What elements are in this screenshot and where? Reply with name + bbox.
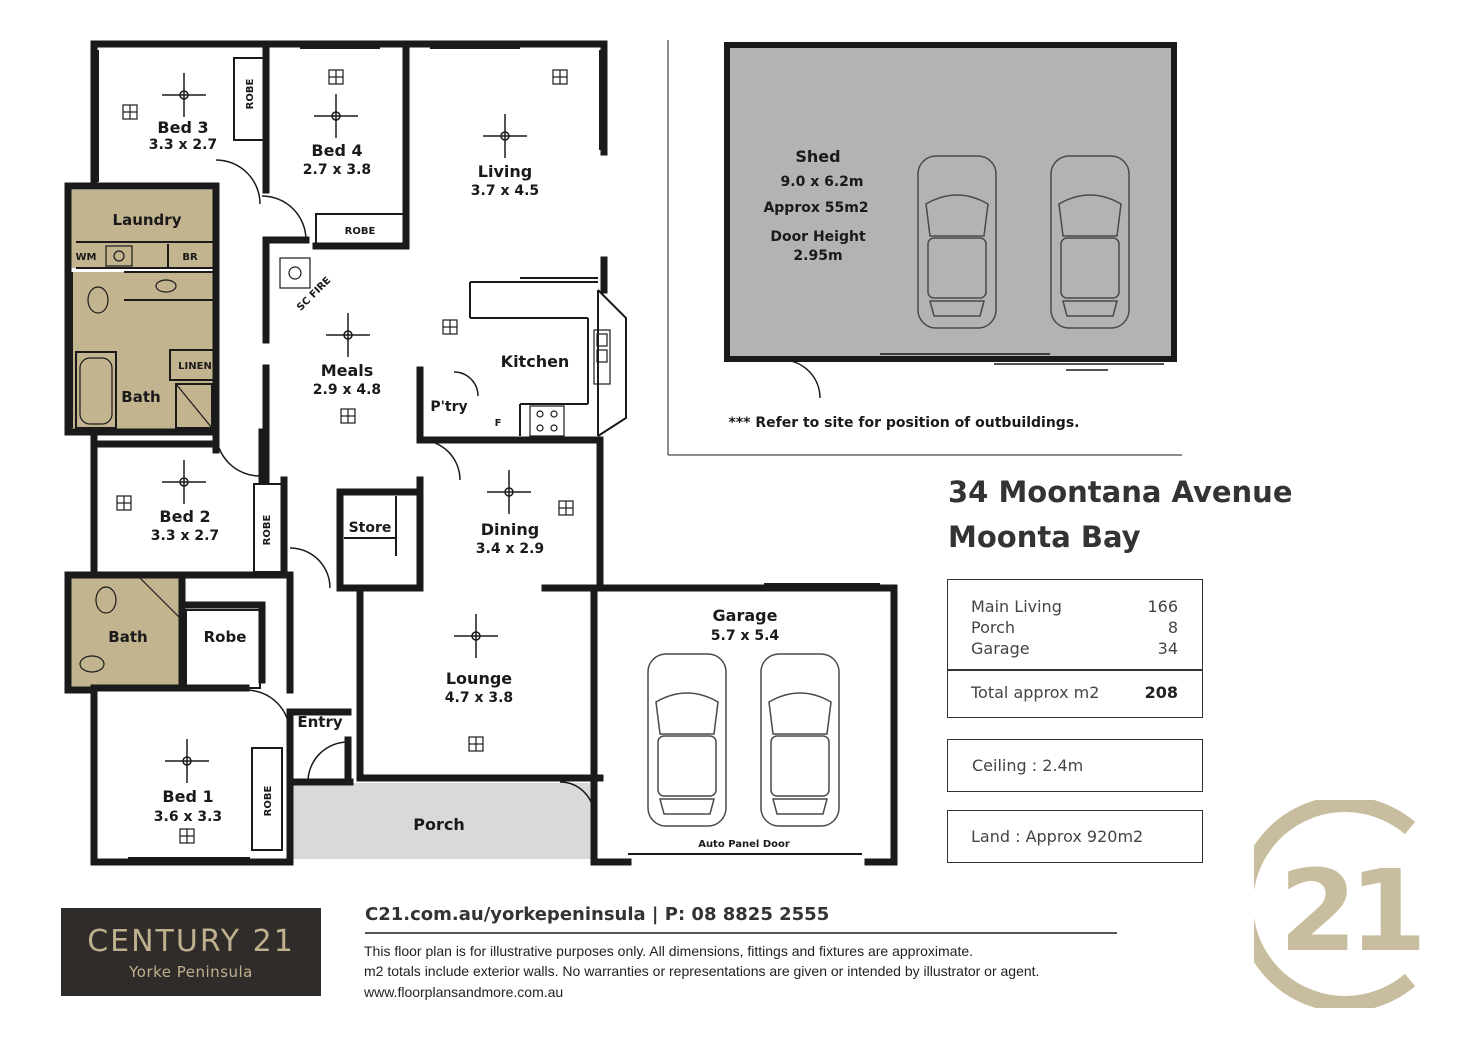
area-label-garage: Garage — [971, 639, 1030, 658]
land-box — [947, 810, 1203, 863]
room-dim-lounge: 4.7 x 3.8 — [444, 690, 514, 706]
room-dim-bed3: 3.3 x 2.7 — [148, 137, 218, 153]
room-dim-bed1: 3.6 x 3.3 — [153, 809, 223, 825]
disclaimer-line2: m2 totals include exterior walls. No warranties or representations are given or intended by illustrator or agent. — [364, 963, 1040, 979]
sc-fire-label: SC FIRE — [295, 275, 334, 314]
room-name-bed4: Bed 4 — [311, 141, 363, 160]
room-name-bed3: Bed 3 — [157, 118, 209, 137]
area-value-porch: 8 — [1167, 618, 1178, 637]
room-name-lounge: Lounge — [445, 669, 513, 688]
room-name-meals: Meals — [320, 361, 374, 380]
room-name-porch: Porch — [413, 815, 465, 834]
area-total-value: 208 — [1144, 683, 1178, 702]
room-dim-dining: 3.4 x 2.9 — [475, 541, 545, 557]
shed-dim: 9.0 x 6.2m — [780, 174, 864, 190]
room-name-living: Living — [477, 162, 533, 181]
room-name-robe: Robe — [203, 628, 247, 646]
area-value-garage: 34 — [1157, 639, 1178, 658]
room-name-kitchen: Kitchen — [500, 352, 570, 371]
brand-office: Yorke Peninsula — [129, 963, 253, 981]
land-text: Land : Approx 920m2 — [971, 827, 1144, 846]
footer-rule — [365, 932, 1117, 934]
room-name-entry: Entry — [297, 713, 343, 731]
room-dim-living: 3.7 x 4.5 — [470, 183, 540, 199]
room-name-dining: Dining — [480, 520, 540, 539]
robe-label-bed2: ROBE — [262, 514, 273, 546]
room-name-bath-ensuite: Bath — [108, 628, 148, 646]
shed-door-label: Door Height — [770, 229, 866, 245]
fridge-label: F — [494, 418, 502, 429]
room-name-linen: LINEN — [178, 361, 212, 372]
room-name-store: Store — [348, 520, 392, 536]
ceiling-text: Ceiling : 2.4m — [972, 756, 1084, 775]
area-summary-box — [947, 579, 1203, 718]
outbuildings-note: *** Refer to site for position of outbuildings. — [728, 415, 1080, 431]
address-line1: 34 Moontana Avenue — [948, 475, 1293, 509]
area-total-label: Total approx m2 — [971, 683, 1100, 702]
room-name-bath-main: Bath — [121, 388, 161, 406]
room-name-laundry: Laundry — [112, 211, 182, 229]
room-name-pantry: P'try — [430, 399, 468, 415]
robe-label-bed3: ROBE — [245, 78, 256, 110]
contact-line: C21.com.au/yorkepeninsula | P: 08 8825 2555 — [365, 904, 830, 925]
room-name-bed2: Bed 2 — [159, 507, 211, 526]
room-dim-meals: 2.9 x 4.8 — [312, 382, 382, 398]
room-name-bed1: Bed 1 — [162, 787, 214, 806]
area-value-main-living: 166 — [1147, 597, 1178, 616]
disclaimer-line1: This floor plan is for illustrative purposes only. All dimensions, fittings and fixtures are approximate. — [364, 943, 974, 959]
room-name-garage: Garage — [712, 606, 778, 625]
area-label-main-living: Main Living — [971, 597, 1062, 616]
auto-panel-door-label: Auto Panel Door — [698, 839, 790, 850]
robe-label-bed4: ROBE — [344, 226, 376, 237]
shed-door-height: 2.95m — [793, 248, 843, 264]
shed-name: Shed — [795, 147, 841, 166]
area-divider — [948, 669, 1202, 671]
br-label: BR — [182, 252, 198, 263]
room-dim-garage: 5.7 x 5.4 — [710, 628, 780, 644]
shed-area: Approx 55m2 — [763, 200, 869, 216]
wm-label: WM — [75, 252, 97, 263]
room-dim-bed2: 3.3 x 2.7 — [150, 528, 220, 544]
room-dim-bed4: 2.7 x 3.8 — [302, 162, 372, 178]
ceiling-box — [947, 739, 1203, 792]
brand-name: CENTURY 21 — [87, 924, 295, 959]
century21-logo — [61, 908, 321, 996]
area-label-porch: Porch — [971, 618, 1016, 637]
c21-badge-icon — [1254, 800, 1424, 1008]
robe-label-bed1: ROBE — [263, 785, 274, 817]
address-line2: Moonta Bay — [948, 520, 1141, 554]
badge-text: 21 — [1279, 847, 1419, 977]
disclaimer-line3: www.floorplansandmore.com.au — [364, 984, 564, 1000]
